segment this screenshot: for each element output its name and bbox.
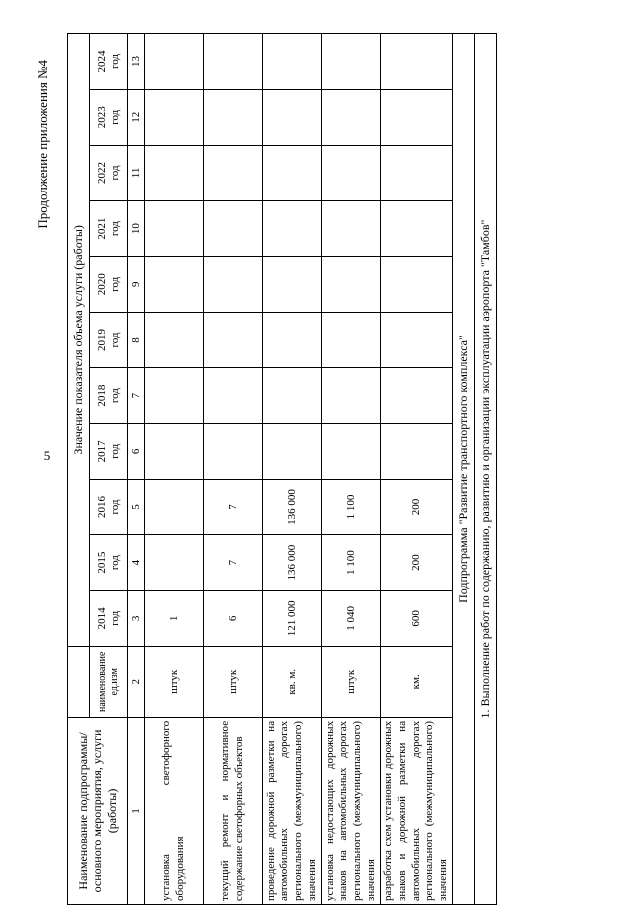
value-cell [204,34,263,90]
measure-row [474,34,496,905]
year-value: 2014 [95,607,108,630]
column-number: 3 [128,590,145,646]
value-cell: 136 000 [263,479,322,535]
year-header [90,145,128,201]
value-cell [145,312,204,368]
value-cell: 600 [381,590,453,646]
value-cell [322,201,381,257]
unit-cell: км. [381,646,453,717]
year-suffix: год [108,53,121,69]
value-cell [263,145,322,201]
service-name-cell: текущий ремонт и нормативное содержание светофорных объектов [204,717,263,904]
unit-cell: кв. м. [263,646,322,717]
indicator-table [67,33,497,905]
year-header [90,535,128,591]
value-cell: 7 [204,535,263,591]
table-row [322,34,381,905]
header-unit: наименование ед.изм [90,646,128,717]
value-cell [322,145,381,201]
value-cell [145,479,204,535]
column-number: 8 [128,312,145,368]
year-suffix: год [108,388,121,404]
subprogram-row [452,34,474,905]
value-cell [322,89,381,145]
value-cell [322,368,381,424]
unit-cell: штук [145,646,204,717]
unit-cell: штук [322,646,381,717]
service-name-cell: проведение дорожной разметки на автомобильных дорогах регионального (межмуниципального) значения [263,717,322,904]
continuation-label: Продолжение приложения №4 [35,60,50,229]
table-row [145,34,204,905]
value-cell [263,34,322,90]
value-cell: 200 [381,535,453,591]
service-name-cell: установка недостающих дорожных знаков на автомобильных дорогах регионального (межмуниципального) значения [322,717,381,904]
year-header [90,423,128,479]
table-row [381,34,453,905]
column-number: 1 [128,717,145,904]
value-cell [322,312,381,368]
value-cell: 121 000 [263,590,322,646]
year-suffix: год [108,610,121,626]
value-cell [263,312,322,368]
value-cell: 1 040 [322,590,381,646]
value-cell [145,256,204,312]
subprogram-title: Подпрограмма "Развитие транспортного комплекса" [452,34,474,905]
value-cell [204,312,263,368]
year-header [90,201,128,257]
value-cell [145,535,204,591]
value-cell [381,201,453,257]
measure-title: 1. Выполнение работ по содержанию, развитию и организации эксплуатации аэропорта "Тамбов" [474,34,496,905]
year-value: 2022 [95,161,108,184]
year-value: 2018 [95,384,108,407]
value-cell [204,145,263,201]
value-cell [263,89,322,145]
year-value: 2016 [95,495,108,518]
service-name-cell: разработка схем установки дорожных знаков и дорожной разметки на автомобильных дорогах регионального (межмуниципального) значения [381,717,453,904]
value-cell: 200 [381,479,453,535]
value-cell [381,312,453,368]
year-suffix: год [108,443,121,459]
value-cell [204,368,263,424]
value-cell [381,34,453,90]
year-header [90,590,128,646]
year-header [90,368,128,424]
year-header [90,34,128,90]
value-cell: 1 [145,590,204,646]
column-number: 4 [128,535,145,591]
value-cell [145,145,204,201]
value-cell [322,34,381,90]
table-row [263,34,322,905]
year-suffix: год [108,555,121,571]
year-value: 2024 [95,50,108,73]
value-cell [204,201,263,257]
year-value: 2019 [95,328,108,351]
year-value: 2015 [95,551,108,574]
year-value: 2017 [95,440,108,463]
value-cell: 1 100 [322,535,381,591]
unit-cell: штук [204,646,263,717]
header-values: Значение показателя объема услуги (работы) [68,34,90,647]
column-number: 9 [128,256,145,312]
column-number: 7 [128,368,145,424]
value-cell [381,89,453,145]
value-cell [263,201,322,257]
column-number: 11 [128,145,145,201]
value-cell [322,256,381,312]
value-cell [145,34,204,90]
year-header [90,312,128,368]
year-value: 2023 [95,106,108,129]
column-number: 2 [128,646,145,717]
page-number: 5 [43,448,51,463]
year-suffix: год [108,276,121,292]
value-cell [204,89,263,145]
year-value: 2020 [95,273,108,296]
value-cell [381,423,453,479]
value-cell [381,368,453,424]
indicator-table-container [67,33,557,905]
table-row [204,34,263,905]
value-cell: 6 [204,590,263,646]
value-cell [381,256,453,312]
column-number: 6 [128,423,145,479]
value-cell [204,256,263,312]
value-cell: 7 [204,479,263,535]
year-suffix: год [108,499,121,515]
value-cell [145,423,204,479]
column-number: 5 [128,479,145,535]
value-cell [263,423,322,479]
year-header [90,256,128,312]
service-name-cell: установка светофорного оборудования [145,717,204,904]
header-row-1 [68,34,90,905]
value-cell [145,201,204,257]
year-header [90,89,128,145]
year-suffix: год [108,332,121,348]
column-number: 10 [128,201,145,257]
year-suffix: год [108,165,121,181]
year-suffix: год [108,221,121,237]
value-cell [145,89,204,145]
value-cell [322,423,381,479]
year-header [90,479,128,535]
column-number: 13 [128,34,145,90]
header-unit-group [68,646,90,717]
column-number-row [128,34,145,905]
year-suffix: год [108,109,121,125]
value-cell [145,368,204,424]
value-cell [263,368,322,424]
header-name: Наименование подпрограммы/ основного мероприятия, услуги (работы) [68,717,128,904]
value-cell: 136 000 [263,535,322,591]
value-cell [263,256,322,312]
value-cell: 1 100 [322,479,381,535]
value-cell [204,423,263,479]
column-number: 12 [128,89,145,145]
year-value: 2021 [95,217,108,240]
value-cell [381,145,453,201]
